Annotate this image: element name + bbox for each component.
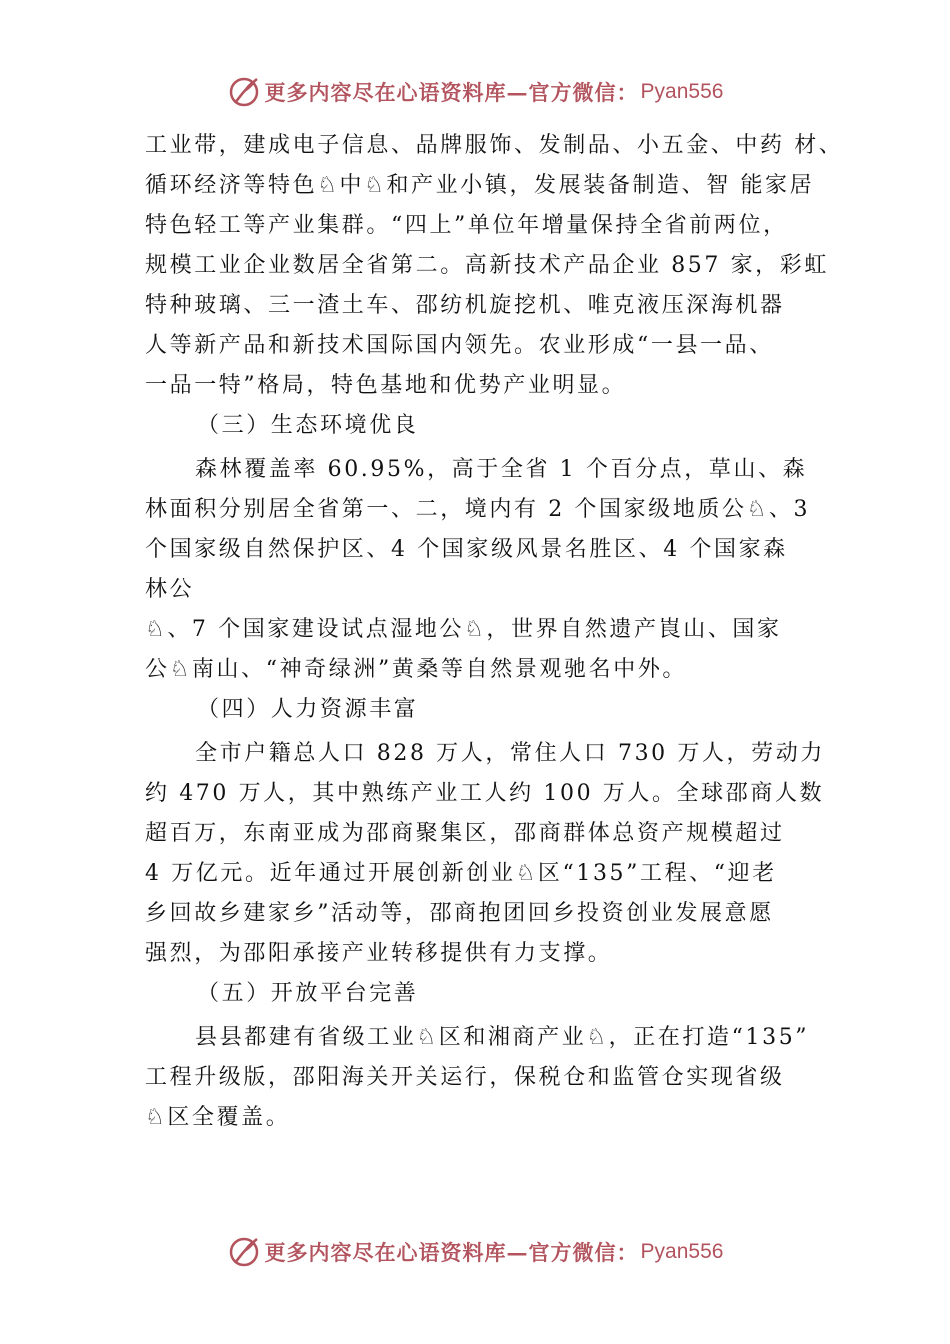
paragraph-line: 全市户籍总人口 828 万人，常住人口 730 万人，劳动力 <box>195 741 825 766</box>
paragraph-line: 县县都建有省级工业♘区和湘商产业♘，正在打造“135” <box>195 1025 810 1050</box>
paragraph-line: ♘区全覆盖。 <box>145 1105 291 1130</box>
section-heading-4: （四）人力资源丰富 <box>197 697 419 722</box>
watermark-text: 更多内容尽在心语资料库—官方微信： <box>264 1240 639 1265</box>
document-body <box>145 126 844 1138</box>
paragraph-line: 个国家级自然保护区、4 个国家级风景名胜区、4 个国家森 <box>145 537 788 562</box>
paragraph-line: 超百万，东南亚成为邵商聚集区，邵商群体总资产规模超过 <box>145 821 785 846</box>
watermark-text: 更多内容尽在心语资料库—官方微信： <box>264 80 639 105</box>
paragraph-line: 林公 <box>145 577 195 602</box>
feather-logo-icon <box>227 75 261 109</box>
paragraph-line: 强烈，为邵阳承接产业转移提供有力支撑。 <box>145 941 613 966</box>
paragraph-line: 规模工业企业数居全省第二。高新技术产品企业 857 家，彩虹 <box>145 253 829 278</box>
watermark-wechat-id: Pyan556 <box>640 1240 724 1263</box>
paragraph-line: 林面积分别居全省第一、二，境内有 2 个国家级地质公♘、3 <box>145 497 811 522</box>
paragraph-line: 公♘南山、“神奇绿洲”黄桑等自然景观驰名中外。 <box>145 657 688 682</box>
paragraph-line: 一品一特”格局，特色基地和优势产业明显。 <box>145 373 627 398</box>
section-heading-3: （三）生态环境优良 <box>197 413 419 438</box>
watermark-header <box>0 70 950 114</box>
paragraph-line: 森林覆盖率 60.95%，高于全省 1 个百分点，草山、森 <box>195 457 808 482</box>
feather-logo-icon <box>227 1235 261 1269</box>
section-heading-5: （五）开放平台完善 <box>197 981 419 1006</box>
paragraph-line: 循环经济等特色♘中♘和产业小镇，发展装备制造、智 能家居 <box>145 173 815 198</box>
watermark-footer <box>0 1230 950 1274</box>
paragraph-line: 乡回故乡建家乡”活动等，邵商抱团回乡投资创业发展意愿 <box>145 901 774 926</box>
paragraph-line: 约 470 万人，其中熟练产业工人约 100 万人。全球邵商人数 <box>145 781 825 806</box>
paragraph-line: 人等新产品和新技术国际国内领先。农业形成“一县一品、 <box>145 333 774 358</box>
paragraph-line: 4 万亿元。近年通过开展创新创业♘区“135”工程、“迎老 <box>145 861 777 886</box>
watermark-wechat-id: Pyan556 <box>640 80 724 103</box>
paragraph-line: 特色轻工等产业集群。“四上”单位年增量保持全省前两位， <box>145 213 788 238</box>
paragraph-line: ♘、7 个国家建设试点湿地公♘，世界自然遗产崀山、国家 <box>145 617 782 642</box>
paragraph-line: 特种玻璃、三一渣土车、邵纺机旋挖机、唯克液压深海机器 <box>145 293 785 318</box>
paragraph-line: 工程升级版，邵阳海关开关运行，保税仓和监管仓实现省级 <box>145 1065 785 1090</box>
paragraph-line: 工业带，建成电子信息、品牌服饰、发制品、小五金、中药 材、 <box>145 133 844 158</box>
